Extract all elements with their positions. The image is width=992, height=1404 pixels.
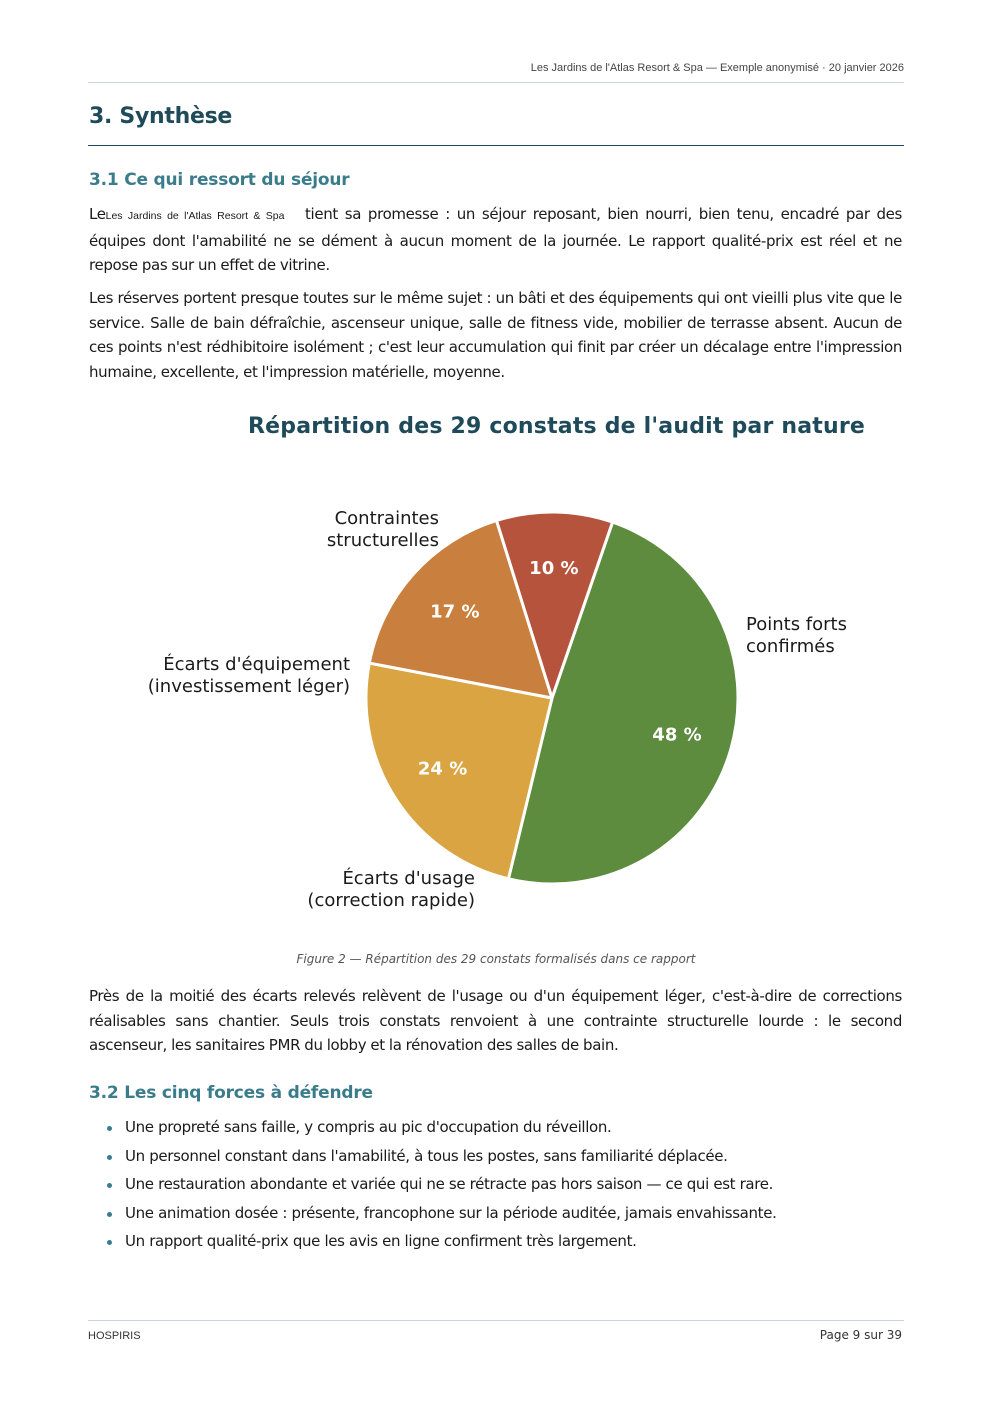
pie-value-label: 17 %: [430, 601, 480, 623]
paragraph-reserves: Les réserves portent presque toutes sur le même sujet : un bâti et des équipements qui ont vieilli plus vite que le service. Salle de bain défraîchie, ascenseur unique, salle de fitness vide, mobilier de terrasse absent. Aucun de ces points n'est rédhibitoire isolément ; c'est leur accumulation qui finit par créer un décalage entre l'impression humaine, excellente, et l'impression matérielle, moyenne.: [89, 289, 902, 381]
bullet-icon: [107, 1240, 112, 1245]
section-title-divider: [88, 145, 904, 146]
pie-value-label: 48 %: [652, 724, 702, 746]
pie-chart: [0, 400, 992, 940]
pie-category-label: Écarts d'usage: [342, 868, 475, 889]
pie-category-label: structurelles: [326, 530, 439, 551]
pie-category-label: Points forts: [746, 614, 847, 635]
pie-category-label: (correction rapide): [307, 890, 475, 911]
forces-list: [89, 1115, 902, 1258]
forces-list-item: [89, 1144, 902, 1173]
subsection-title-sejour: 3.1 Ce qui ressort du séjour: [89, 170, 350, 190]
paragraph-promesse-text: tient sa promesse : un séjour reposant, bien nourri, bien tenu, encadré par des équipes dont l'amabilité ne se dément à aucun moment de la journée. Le rapport qualité-prix est réel et ne repose pas sur un effet de vitrine.: [89, 205, 903, 274]
forces-list-item-text: Un rapport qualité-prix que les avis en ligne confirment très largement.: [125, 1232, 637, 1250]
forces-list-item: [89, 1229, 902, 1258]
hotel-name-inline: Les Jardins de l'Atlas Resort & Spa: [105, 210, 285, 222]
section-title: 3. Synthèse: [89, 104, 232, 129]
bullet-icon: [107, 1212, 112, 1217]
pie-value-label: 24 %: [417, 758, 468, 780]
page-number: Page 9 sur 39: [819, 1328, 902, 1342]
pie-category-label: confirmés: [746, 636, 835, 657]
pie-category-label: (investissement léger): [147, 676, 350, 697]
paragraph-promesse: [89, 202, 902, 278]
forces-list-item-text: Un personnel constant dans l'amabilité, à tous les postes, sans familiarité déplacée.: [125, 1146, 728, 1165]
footer-brand: HOSPIRIS: [88, 1330, 141, 1342]
figure-caption: Figure 2 — Répartition des 29 constats formalisés dans ce rapport: [296, 952, 696, 966]
bullet-icon: [107, 1155, 112, 1160]
forces-list-item: [89, 1172, 902, 1201]
paragraph-lead: Le: [89, 205, 106, 223]
forces-list-item: [89, 1201, 902, 1230]
bullet-icon: [107, 1126, 112, 1131]
footer-divider: [88, 1320, 904, 1321]
pie-category-label: Écarts d'équipement: [163, 654, 350, 675]
pie-value-label: 10 %: [529, 557, 579, 579]
bullet-icon: [107, 1183, 112, 1188]
subsection-title-forces: 3.2 Les cinq forces à défendre: [89, 1083, 373, 1103]
header-divider: [88, 82, 904, 83]
pie-category-label: Contraintes: [334, 508, 439, 529]
forces-list-item-text: Une animation dosée : présente, francophone sur la période auditée, jamais envahissante.: [125, 1203, 777, 1222]
forces-list-item-text: Une restauration abondante et variée qui ne se rétracte pas hors saison — ce qui est rare.: [125, 1175, 774, 1193]
forces-list-item-text: Une propreté sans faille, y compris au pic d'occupation du réveillon.: [125, 1118, 612, 1136]
forces-list-item: [89, 1115, 902, 1144]
paragraph-analyse: Près de la moitié des écarts relevés relèvent de l'usage ou d'un équipement léger, c'est-à-dire de corrections réalisables sans chantier. Seuls trois constats renvoient à une contrainte structurelle lourde : le second ascenseur, les sanitaires PMR du lobby et la rénovation des salles de bain.: [89, 987, 902, 1054]
chart-title: Répartition des 29 constats de l'audit par nature: [248, 414, 866, 439]
running-header: Les Jardins de l'Atlas Resort & Spa — Exemple anonymisé · 20 janvier 2026: [530, 62, 904, 74]
